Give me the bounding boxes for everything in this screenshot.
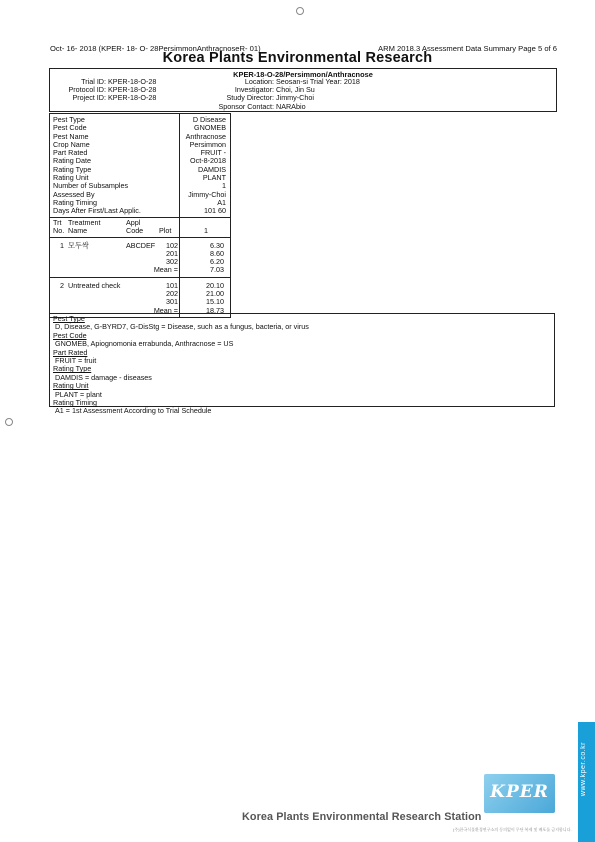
description-heading: Pest Code (53, 330, 87, 340)
field-value: KPER-18-O-28 (108, 85, 157, 95)
description-text: A1 = 1st Assessment According to Trial Schedule (55, 406, 212, 416)
rating-value: D Disease (192, 115, 226, 124)
description-heading: Pest Type (53, 314, 85, 323)
treatment-number: 1 (60, 240, 64, 250)
description-text: FRUIT = fruit (55, 356, 97, 366)
field-value: KPER-18-O-28 (108, 93, 157, 103)
field-key: Trial ID: (81, 77, 106, 86)
plot-number: 202 (166, 289, 178, 299)
station-name: Korea Plants Environmental Research Station (242, 811, 482, 823)
rating-label: Rating Date (53, 156, 91, 166)
sponsor-contact-row (158, 103, 360, 111)
trt-header: Trt (53, 217, 62, 227)
description-text: GNOMEB, Apiognomonia errabunda, Anthracnose = US (55, 339, 234, 349)
mean-label: Mean = (153, 265, 178, 275)
punch-hole-mark-top (296, 7, 304, 15)
rating-label: Number of Subsamples (53, 181, 129, 191)
rating-label: Pest Type (53, 115, 85, 124)
field-value: KPER-18-O-28 (108, 77, 157, 86)
field-key: Location: (244, 77, 274, 86)
rating-info-section (50, 114, 230, 217)
plot-number: 101 (166, 280, 178, 290)
trial-info-box (49, 68, 557, 112)
rating-label: Assessed By (53, 189, 95, 199)
plot-number: 302 (166, 257, 178, 267)
assessment-data-table (49, 113, 231, 318)
field-value: Choi, Jin Su (276, 85, 315, 95)
description-heading: Rating Timing (53, 398, 97, 408)
appl-header: Appl (126, 217, 141, 227)
website-url: www.kper.co.kr (580, 742, 587, 797)
rating-label: Part Rated (53, 148, 88, 158)
field-key: Protocol ID: (68, 85, 106, 95)
rating-label: Rating Timing (53, 197, 97, 207)
mean-value: 7.03 (210, 265, 224, 275)
treatment-block-1 (50, 237, 230, 277)
rating-value: Jimmy-Choi (188, 189, 226, 199)
field-key: Sponsor Contact: (218, 101, 274, 111)
kper-logo (484, 774, 555, 813)
description-heading: Rating Unit (53, 381, 89, 391)
appl-code: ABCDEF (126, 240, 156, 250)
plot-value: 6.20 (210, 257, 224, 267)
description-text: DAMDIS = damage - diseases (55, 372, 152, 382)
rating-value: 1 (222, 181, 226, 191)
rating-value: PLANT (202, 173, 226, 183)
column-divider (179, 218, 180, 237)
copyright-notice: (주)한국식물환경연구소의 동의없이 무단 복제 및 배포를 금지합니다. (453, 827, 572, 832)
code-description-box (49, 313, 555, 416)
treatment-name: 모두싹 (68, 240, 89, 250)
mean-value: 18.73 (206, 305, 224, 315)
description-text: PLANT = plant (55, 389, 102, 399)
plot-value: 21.00 (206, 289, 224, 299)
plot-value: 15.10 (206, 297, 224, 307)
project-id-row (52, 94, 156, 102)
report-header-right: ARM 2018.3 Assessment Data Summary Page 5 of 6 (378, 44, 557, 53)
description-text: D, Disease, G-BYRD7, G-DisStg = Disease, such as a fungus, bacteria, or virus (55, 322, 309, 332)
company-title: Korea Plants Environmental Research (162, 50, 433, 66)
treatment-name: Untreated check (68, 280, 121, 290)
field-key: Study Director: (226, 93, 274, 103)
trial-location-info (158, 78, 360, 111)
field-key: Investigator: (234, 85, 274, 95)
description-heading: Part Rated (53, 347, 88, 357)
plot-number: 201 (166, 248, 178, 258)
treatment-column-header (50, 217, 230, 237)
field-key: Project ID: (72, 93, 106, 103)
rating-value: Persimmon (189, 139, 226, 149)
column-number-header: 1 (204, 226, 208, 236)
plot-row (50, 250, 230, 258)
plot-row (50, 290, 230, 298)
rating-label: Pest Name (53, 131, 89, 141)
rating-label: Pest Code (53, 123, 87, 133)
treatment-header: Treatment (68, 217, 101, 227)
plot-row (50, 258, 230, 266)
trial-ids (52, 78, 156, 103)
plot-row (50, 282, 230, 290)
trt-no-header: No. (53, 226, 65, 236)
rating-value: DAMDIS (198, 164, 226, 174)
rating-value: GNOMEB (194, 123, 226, 133)
plot-value: 8.60 (210, 248, 224, 258)
rating-label: Rating Type (53, 164, 92, 174)
rating-value: Oct-8-2018 (190, 156, 226, 166)
rating-value: 101 60 (204, 206, 226, 216)
rating-value: FRUIT - (200, 148, 226, 158)
treatment-name-header: Name (68, 226, 88, 236)
field-value: Seosan-si Trial Year: 2018 (276, 77, 360, 86)
plot-row (50, 298, 230, 306)
rating-label: Days After First/Last Applic. (53, 206, 141, 216)
plot-value: 6.30 (210, 240, 224, 250)
rating-label: Rating Unit (53, 173, 89, 183)
logo-text: KPER (490, 782, 549, 802)
plot-number: 301 (166, 297, 178, 307)
treatment-number: 2 (60, 280, 64, 290)
rating-label: Crop Name (53, 139, 90, 149)
plot-value: 20.10 (206, 280, 224, 290)
plot-header: Plot (159, 226, 172, 236)
rating-value: Anthracnose (185, 131, 226, 141)
mean-label: Mean = (153, 305, 178, 315)
report-header-left: Oct- 16- 2018 (KPER- 18- O- 28PersimmonAnthracnoseR- 01) (50, 44, 261, 53)
treatment-block-2 (50, 277, 230, 317)
rating-value: A1 (217, 197, 226, 207)
mean-row (50, 266, 230, 274)
website-side-tab (578, 722, 595, 842)
trial-title: KPER-18-O-28/Persimmon/Anthracnose (233, 70, 373, 79)
plot-number: 102 (166, 240, 178, 250)
field-value: Jimmy-Choi (276, 93, 314, 103)
rating-row (50, 207, 230, 215)
description-heading: Rating Type (53, 364, 92, 374)
plot-row (50, 242, 230, 250)
field-value: NARAbio (276, 101, 306, 111)
appl-code-header: Code (126, 226, 144, 236)
punch-hole-mark-left (5, 418, 13, 426)
